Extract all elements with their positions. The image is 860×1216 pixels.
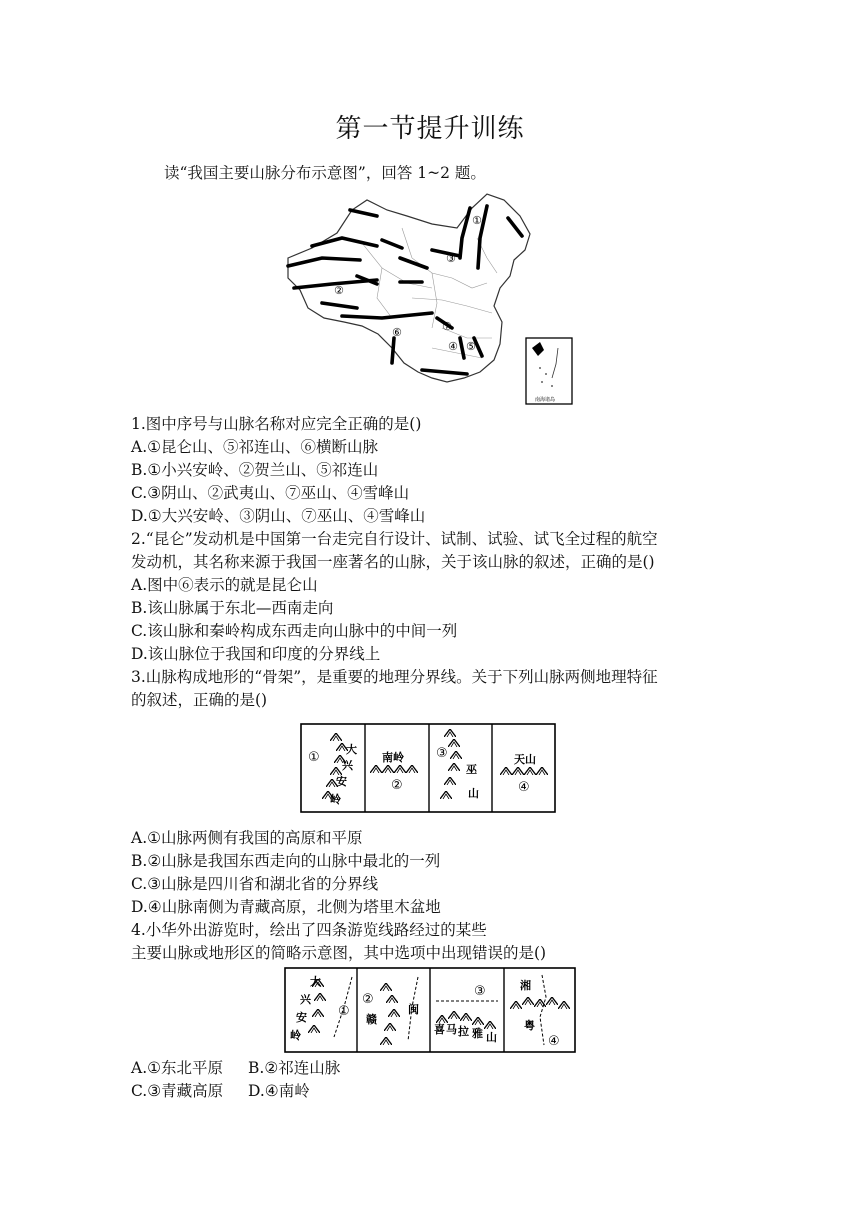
q4-panel-2-right: 闽 (408, 1003, 419, 1016)
q4-panel-4 (510, 975, 570, 1049)
map-marker-7: ⑦ (442, 320, 452, 333)
q1-option-c: C.③阴山、②武夷山、⑦巫山、④雪峰山 (131, 484, 410, 502)
q4-panel-3 (434, 984, 498, 1044)
q3-p3-char-2: 山 (468, 787, 479, 800)
q3-stem-line2: 的叙述，正确的是() (131, 691, 268, 709)
q2-option-a: A.图中⑥表示的就是昆仑山 (131, 576, 318, 594)
map-marker-1: ① (472, 214, 482, 227)
q4-p1-char-4: 岭 (290, 1029, 301, 1042)
q2-stem-line1: 2.“昆仑”发动机是中国第一台走完自行设计、试制、试验、试飞全过程的航空 (131, 530, 658, 548)
q3-figure (300, 723, 556, 813)
q3-panel-3 (436, 729, 479, 800)
q4-panel-1 (290, 974, 352, 1042)
china-mountain-map (282, 188, 574, 406)
q1-option-d: D.①大兴安岭、③阴山、⑦巫山、④雪峰山 (131, 507, 426, 525)
map-marker-4: ④ (448, 340, 458, 353)
q4-p1-char-1: 大 (310, 975, 321, 988)
q4-panel-2-left: 赣 (366, 1013, 377, 1026)
south-china-sea-inset (526, 338, 572, 404)
q2-option-b: B.该山脉属于东北—西南走向 (131, 599, 334, 617)
q3-option-b: B.②山脉是我国东西走向的山脉中最北的一列 (131, 852, 441, 870)
q3-option-a: A.①山脉两侧有我国的高原和平原 (131, 829, 363, 847)
q4-option-c: C.③青藏高原 (131, 1082, 224, 1100)
q4-option-a: A.①东北平原 (131, 1059, 224, 1077)
q1-option-a: A.①昆仑山、⑤祁连山、⑥横断山脉 (131, 438, 379, 456)
q3-option-d: D.④山脉南侧为青藏高原，北侧为塔里木盆地 (131, 898, 441, 916)
q4-option-d: D.④南岭 (248, 1082, 310, 1100)
q1-stem: 1.图中序号与山脉名称对应完全正确的是() (131, 415, 422, 433)
map-marker-3: ③ (446, 252, 456, 265)
q4-panel-2 (362, 977, 419, 1045)
inset-label: 南海诸岛 (535, 397, 556, 403)
q2-option-c: C.该山脉和秦岭构成东西走向山脉中的中间一列 (131, 622, 458, 640)
q3-stem-line1: 3.山脉构成地形的“骨架”，是重要的地理分界线。关于下列山脉两侧地理特征 (131, 668, 658, 686)
map-marker-2: ② (334, 284, 344, 297)
q4-stem-line1: 4.小华外出游览时，绘出了四条游览线路经过的某些 (131, 921, 487, 939)
intro-text: 读“我国主要山脉分布示意图”，回答 1~2 题。 (164, 164, 486, 182)
q3-panel-1 (308, 733, 357, 806)
q3-panel-4-name: 天山 (514, 753, 536, 766)
q4-p3-char-4: 雅 (472, 1027, 483, 1040)
q3-p3-char-1: 巫 (466, 763, 477, 776)
q4-option-b: B.②祁连山脉 (248, 1059, 341, 1077)
q4-panel-1-num: ① (338, 1004, 350, 1019)
q3-option-c: C.③山脉是四川省和湖北省的分界线 (131, 875, 379, 893)
q4-stem-line2: 主要山脉或地形区的简略示意图，其中选项中出现错误的是() (131, 944, 547, 962)
q3-panel-1-num: ① (308, 750, 320, 765)
mountain-ranges (288, 206, 522, 374)
q3-p1-char-3: 安 (336, 775, 347, 788)
q4-panel-4-top: 湘 (520, 979, 531, 992)
q4-p1-char-2: 兴 (300, 993, 311, 1006)
q4-panel-3-num: ③ (474, 984, 486, 999)
q4-p3-char-2: 马 (446, 1023, 457, 1036)
map-marker-5: ⑤ (466, 340, 476, 353)
q4-p3-char-1: 喜 (434, 1023, 445, 1036)
q3-p1-char-4: 岭 (330, 793, 341, 806)
q4-p3-char-3: 拉 (458, 1025, 469, 1038)
q3-p1-char-2: 兴 (342, 759, 353, 772)
q3-panel-2 (370, 750, 418, 793)
q1-option-b: B.①小兴安岭、②贺兰山、⑤祁连山 (131, 461, 379, 479)
china-outline (288, 194, 530, 382)
q4-p1-char-3: 安 (296, 1011, 307, 1024)
q3-panel-2-name: 南岭 (382, 751, 404, 764)
q2-option-d: D.该山脉位于我国和印度的分界线上 (131, 645, 381, 663)
map-marker-6: ⑥ (392, 326, 402, 339)
page-title: 第一节提升训练 (335, 114, 525, 144)
q3-p1-char-1: 大 (346, 743, 357, 756)
q4-panel-4-num: ④ (548, 1034, 560, 1049)
q4-panel-4-bottom: 粤 (524, 1019, 535, 1032)
q3-panel-3-num: ③ (436, 746, 448, 761)
q3-panel-4-num: ④ (518, 780, 530, 795)
q4-panel-2-num: ② (362, 992, 374, 1007)
q3-panel-4 (500, 753, 548, 795)
q2-stem-line2: 发动机，其名称来源于我国一座著名的山脉，关于该山脉的叙述，正确的是() (131, 553, 655, 571)
q3-panel-2-num: ② (391, 778, 403, 793)
q4-figure (284, 967, 576, 1053)
q4-p3-char-5: 山 (486, 1031, 497, 1044)
